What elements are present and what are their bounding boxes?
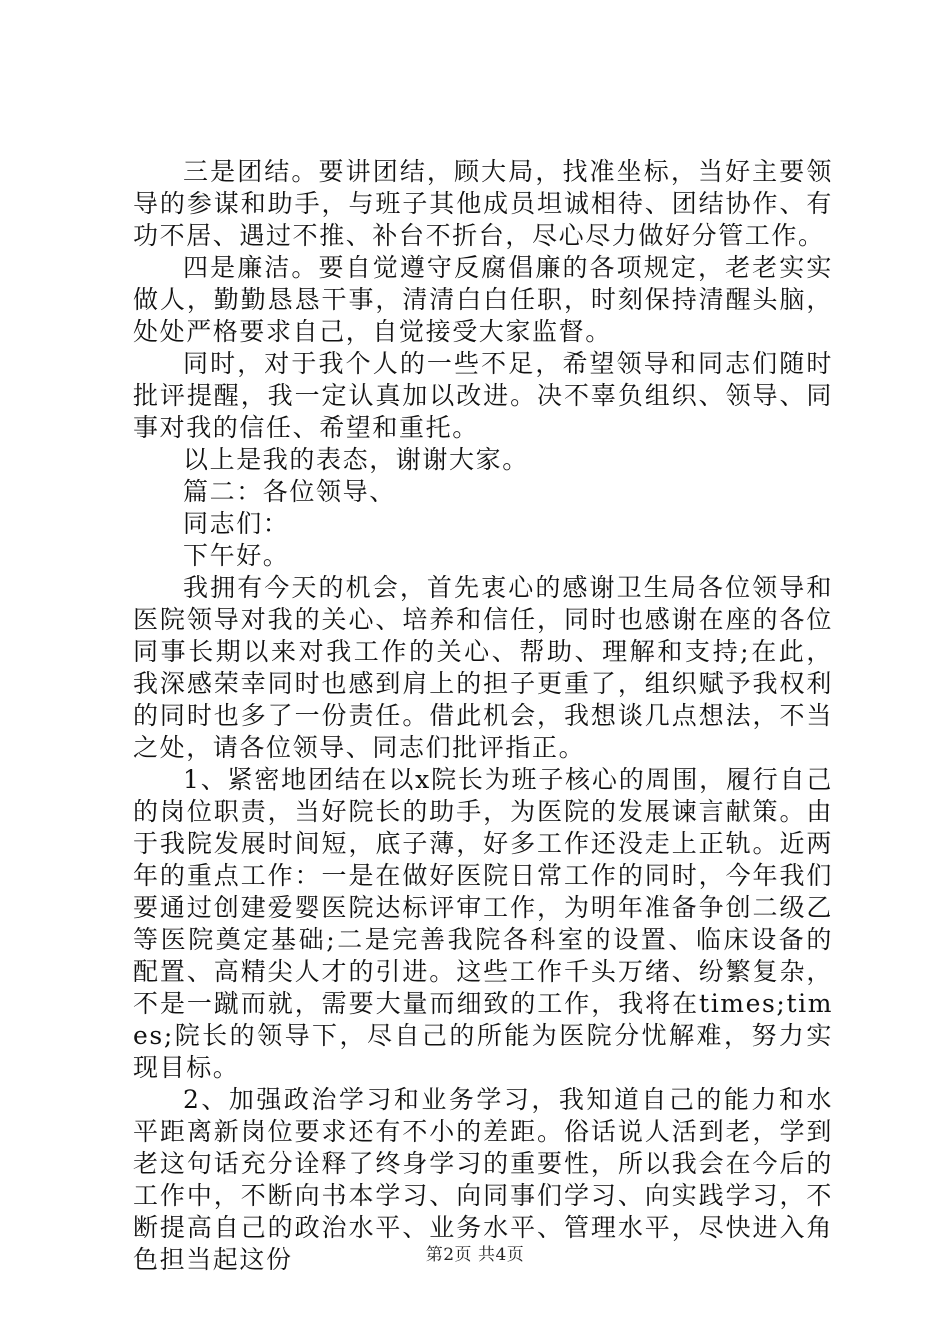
paragraph-unity: 三是团结。要讲团结，顾大局，找准坐标，当好主要领导的参谋和助手，与班子其他成员坦诚相待、团结协作、有功不居、遇过不推、补台不折台，尽心尽力做好分管工作。 <box>133 157 833 250</box>
paragraph-closing: 以上是我的表态，谢谢大家。 <box>183 445 529 474</box>
paragraph-point-one: 1、紧密地团结在以x院长为班子核心的周围，履行自己的岗位职责，当好院长的助手，为医院的发展谏言献策。由于我院发展时间短，底子薄，好多工作还没走上正轨。近两年的重点工作：一是在做好医院日常工作的同时，今年我们要通过创建爱婴医院达标评审工作，为明年准备争创二级乙等医院奠定基础;二是完善我院各科室的设置、临床设备的配置、高精尖人才的引进。这些工作千头万绪、纷繁复杂，不是一蹴而就，需要大量而细致的工作，我将在times;times;院长的领导下，尽自己的所能为医院分忧解难，努力实现目标。 <box>133 765 833 1082</box>
salutation-comrades: 同志们： <box>183 509 290 538</box>
paragraph-integrity: 四是廉洁。要自觉遵守反腐倡廉的各项规定，老老实实做人，勤勤恳恳干事，清清白白任职，时刻保持清醒头脑，处处严格要求自己，自觉接受大家监督。 <box>133 253 833 346</box>
document-body <box>133 156 833 1276</box>
greeting: 下午好。 <box>183 541 290 570</box>
paragraph-gratitude: 我拥有今天的机会，首先衷心的感谢卫生局各位领导和医院领导对我的关心、培养和信任，同时也感谢在座的各位同事长期以来对我工作的关心、帮助、理解和支持;在此，我深感荣幸同时也感到肩上的担子更重了，组织赋予我权利的同时也多了一份责任。借此机会，我想谈几点想法，不当之处，请各位领导、同志们批评指正。 <box>133 573 833 762</box>
paragraph-point-two: 2、加强政治学习和业务学习，我知道自己的能力和水平距离新岗位要求还有不小的差距。俗话说人活到老，学到老这句话充分诠释了终身学习的重要性，所以我会在今后的工作中，不断向书本学习、向同事们学习、向实践学习，不断提高自己的政治水平、业务水平、管理水平，尽快进入角色担当起这份 <box>133 1085 833 1274</box>
section-heading-part-two: 篇二：各位领导、 <box>183 477 396 506</box>
page-number-footer: 第2页 共4页 <box>425 1245 525 1265</box>
paragraph-criticism: 同时，对于我个人的一些不足，希望领导和同志们随时批评提醒，我一定认真加以改进。决不辜负组织、领导、同事对我的信任、希望和重托。 <box>133 349 833 442</box>
